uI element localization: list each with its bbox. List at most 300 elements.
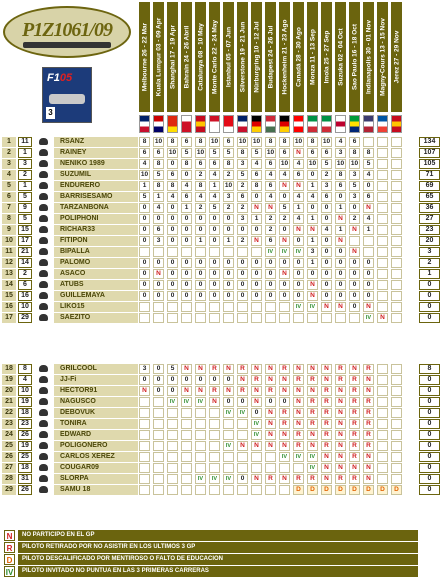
result-cell bbox=[321, 313, 332, 323]
result-cell: N bbox=[153, 269, 164, 279]
total-points: 0 bbox=[419, 291, 440, 301]
result-cell bbox=[195, 408, 206, 418]
result-cell: 0 bbox=[307, 269, 318, 279]
result-cell: 6 bbox=[265, 236, 276, 246]
result-cell: 4 bbox=[139, 159, 150, 169]
result-cell bbox=[153, 397, 164, 407]
car-number: 25 bbox=[18, 452, 32, 462]
driver-row bbox=[0, 247, 440, 257]
driver-row bbox=[0, 148, 440, 158]
helmet-icon bbox=[35, 181, 52, 191]
result-cell: 0 bbox=[223, 225, 234, 235]
result-cell: 1 bbox=[209, 181, 220, 191]
race-header bbox=[251, 2, 262, 112]
position: 12 bbox=[2, 258, 16, 268]
result-cell bbox=[195, 419, 206, 429]
result-cell: R bbox=[321, 408, 332, 418]
result-cell: N bbox=[195, 364, 206, 374]
result-cell bbox=[377, 452, 388, 462]
flag-icon bbox=[293, 115, 304, 133]
result-cell: 1 bbox=[307, 181, 318, 191]
position: 3 bbox=[2, 159, 16, 169]
helmet-icon bbox=[35, 192, 52, 202]
result-cell bbox=[195, 441, 206, 451]
result-cell: 0 bbox=[223, 280, 234, 290]
position: 28 bbox=[2, 474, 16, 484]
flag-icon bbox=[307, 115, 318, 133]
result-cell: 8 bbox=[335, 170, 346, 180]
result-cell: 0 bbox=[195, 291, 206, 301]
result-cell bbox=[293, 463, 304, 473]
result-cell: R bbox=[363, 441, 374, 451]
driver-row bbox=[0, 313, 440, 323]
result-cell bbox=[209, 485, 220, 495]
result-cell bbox=[265, 452, 276, 462]
result-cell: 4 bbox=[181, 181, 192, 191]
game-title: F105 bbox=[47, 72, 73, 84]
result-cell: N bbox=[307, 441, 318, 451]
result-cell: R bbox=[321, 386, 332, 396]
result-cell bbox=[391, 430, 402, 440]
result-cell: 3 bbox=[237, 159, 248, 169]
position: 1 bbox=[2, 137, 16, 147]
result-cell: 3 bbox=[223, 192, 234, 202]
result-cell: N bbox=[265, 364, 276, 374]
position: 10 bbox=[2, 236, 16, 246]
result-cell: R bbox=[237, 386, 248, 396]
car-number: 5 bbox=[18, 214, 32, 224]
result-cell bbox=[209, 247, 220, 257]
result-cell: 4 bbox=[167, 192, 178, 202]
result-cell: 8 bbox=[265, 137, 276, 147]
position: 29 bbox=[2, 485, 16, 495]
driver-name: BARRISESAMO bbox=[54, 192, 138, 202]
result-cell: 0 bbox=[349, 269, 360, 279]
result-cell bbox=[153, 474, 164, 484]
result-cell bbox=[377, 137, 388, 147]
total-points: 0 bbox=[419, 408, 440, 418]
result-cell bbox=[391, 214, 402, 224]
result-cell: 8 bbox=[181, 159, 192, 169]
result-cell: 4 bbox=[279, 170, 290, 180]
result-cell bbox=[391, 441, 402, 451]
legend-key: R bbox=[4, 542, 15, 553]
result-cell: 0 bbox=[223, 291, 234, 301]
result-cell: 8 bbox=[167, 181, 178, 191]
result-cell bbox=[335, 313, 346, 323]
result-cell: 0 bbox=[293, 280, 304, 290]
result-cell: IV bbox=[293, 247, 304, 257]
result-cell: 0 bbox=[251, 291, 262, 301]
result-cell bbox=[167, 408, 178, 418]
position: 18 bbox=[2, 364, 16, 374]
driver-name: FITIPON bbox=[54, 236, 138, 246]
driver-row bbox=[0, 192, 440, 202]
result-cell: N bbox=[195, 386, 206, 396]
race-name: Catalunya 08 - 10 May bbox=[197, 23, 204, 91]
driver-name: JJ-Fi bbox=[54, 375, 138, 385]
result-cell: N bbox=[293, 148, 304, 158]
result-cell bbox=[153, 485, 164, 495]
car-number: 21 bbox=[18, 247, 32, 257]
result-cell: N bbox=[293, 397, 304, 407]
legend-row bbox=[0, 542, 440, 553]
race-header bbox=[139, 2, 150, 112]
result-cell: 0 bbox=[153, 214, 164, 224]
result-cell: 0 bbox=[265, 258, 276, 268]
flag-icon bbox=[363, 115, 374, 133]
car-number: 8 bbox=[18, 364, 32, 374]
result-cell bbox=[377, 397, 388, 407]
result-cell: N bbox=[349, 225, 360, 235]
race-header bbox=[279, 2, 290, 112]
result-cell: R bbox=[321, 419, 332, 429]
driver-row bbox=[0, 441, 440, 451]
driver-name: NAGUSCO bbox=[54, 397, 138, 407]
result-cell: N bbox=[293, 408, 304, 418]
result-cell: 0 bbox=[195, 258, 206, 268]
result-cell: 5 bbox=[223, 148, 234, 158]
result-cell: N bbox=[265, 375, 276, 385]
result-cell: N bbox=[265, 408, 276, 418]
helmet-icon bbox=[35, 148, 52, 158]
result-cell: IV bbox=[251, 430, 262, 440]
result-cell bbox=[251, 313, 262, 323]
helmet-icon bbox=[35, 463, 52, 473]
flag-icon bbox=[321, 115, 332, 133]
result-cell: N bbox=[335, 430, 346, 440]
result-cell bbox=[153, 247, 164, 257]
legend-row bbox=[0, 554, 440, 565]
helmet-icon bbox=[35, 452, 52, 462]
result-cell: 0 bbox=[223, 375, 234, 385]
result-cell: 6 bbox=[335, 181, 346, 191]
result-cell: 4 bbox=[195, 192, 206, 202]
total-points: 0 bbox=[419, 375, 440, 385]
result-cell: R bbox=[307, 375, 318, 385]
total-points: 0 bbox=[419, 452, 440, 462]
helmet-icon bbox=[35, 408, 52, 418]
result-cell: 5 bbox=[363, 159, 374, 169]
logo-text: P1Z1061/09 bbox=[22, 19, 112, 41]
result-cell: 0 bbox=[335, 247, 346, 257]
result-cell bbox=[209, 313, 220, 323]
position: 16 bbox=[2, 302, 16, 312]
result-cell: 0 bbox=[139, 280, 150, 290]
result-cell bbox=[391, 148, 402, 158]
result-cell: 3 bbox=[335, 148, 346, 158]
result-cell bbox=[223, 463, 234, 473]
result-cell: 1 bbox=[307, 236, 318, 246]
result-cell bbox=[391, 302, 402, 312]
result-cell: 8 bbox=[251, 181, 262, 191]
result-cell: 3 bbox=[349, 170, 360, 180]
race-name: Magny-Cours 13 - 15 Nov bbox=[379, 18, 386, 96]
result-cell: 0 bbox=[251, 192, 262, 202]
car-number: 4 bbox=[18, 375, 32, 385]
result-cell: R bbox=[209, 364, 220, 374]
result-cell: 6 bbox=[153, 148, 164, 158]
result-cell: 4 bbox=[209, 170, 220, 180]
result-cell: 0 bbox=[321, 247, 332, 257]
driver-row bbox=[0, 375, 440, 385]
result-cell: N bbox=[279, 441, 290, 451]
flag-icon bbox=[265, 115, 276, 133]
result-cell: 0 bbox=[321, 269, 332, 279]
flag-icon bbox=[391, 115, 402, 133]
result-cell bbox=[153, 441, 164, 451]
result-cell: 10 bbox=[224, 182, 233, 189]
result-cell bbox=[139, 441, 150, 451]
result-cell: 3 bbox=[307, 247, 318, 257]
result-cell: 0 bbox=[209, 280, 220, 290]
result-cell bbox=[181, 430, 192, 440]
driver-name: COUGAR09 bbox=[54, 463, 138, 473]
result-cell: 0 bbox=[139, 214, 150, 224]
result-cell: R bbox=[209, 386, 220, 396]
result-cell: 3 bbox=[153, 236, 164, 246]
result-cell: N bbox=[279, 375, 290, 385]
result-cell: 10 bbox=[196, 149, 205, 156]
result-cell bbox=[265, 313, 276, 323]
race-name: Monza 11 - 13 Sep bbox=[309, 29, 316, 85]
result-cell: 10 bbox=[336, 160, 345, 167]
result-cell bbox=[377, 258, 388, 268]
car-number: 15 bbox=[18, 225, 32, 235]
race-header bbox=[391, 2, 402, 112]
result-cell bbox=[377, 170, 388, 180]
result-cell bbox=[391, 159, 402, 169]
game-cover bbox=[42, 67, 92, 123]
result-cell: 0 bbox=[153, 364, 164, 374]
driver-name: EDWARD bbox=[54, 430, 138, 440]
result-cell bbox=[167, 463, 178, 473]
result-cell: 6 bbox=[251, 170, 262, 180]
result-cell: 0 bbox=[181, 258, 192, 268]
result-cell: N bbox=[363, 386, 374, 396]
result-cell: 6 bbox=[321, 192, 332, 202]
position: 26 bbox=[2, 452, 16, 462]
result-cell: N bbox=[321, 375, 332, 385]
driver-row bbox=[0, 452, 440, 462]
championship-logo bbox=[3, 6, 131, 58]
race-header bbox=[195, 2, 206, 112]
driver-name: SAEZITO bbox=[54, 313, 138, 323]
result-cell: 6 bbox=[279, 148, 290, 158]
result-cell: 1 bbox=[251, 214, 262, 224]
result-cell bbox=[377, 214, 388, 224]
result-cell: 0 bbox=[223, 214, 234, 224]
result-cell: 8 bbox=[307, 137, 318, 147]
driver-name: GUILLEMAYA bbox=[54, 291, 138, 301]
result-cell: 2 bbox=[279, 214, 290, 224]
result-cell: IV bbox=[279, 247, 290, 257]
result-cell: 0 bbox=[363, 258, 374, 268]
result-cell: 5 bbox=[349, 181, 360, 191]
result-cell: 0 bbox=[237, 397, 248, 407]
legend-row bbox=[0, 566, 440, 577]
result-cell bbox=[279, 463, 290, 473]
position: 22 bbox=[2, 408, 16, 418]
result-cell: 0 bbox=[195, 225, 206, 235]
result-cell: 10 bbox=[280, 160, 289, 167]
result-cell: IV bbox=[363, 313, 374, 323]
result-cell: 0 bbox=[279, 291, 290, 301]
result-cell: 3 bbox=[139, 364, 150, 374]
result-cell bbox=[391, 181, 402, 191]
result-cell: 10 bbox=[322, 138, 331, 145]
result-cell: N bbox=[363, 452, 374, 462]
race-header bbox=[167, 2, 178, 112]
result-cell bbox=[377, 225, 388, 235]
position: 20 bbox=[2, 386, 16, 396]
result-cell: 10 bbox=[308, 160, 317, 167]
result-cell bbox=[363, 137, 374, 147]
result-cell: R bbox=[349, 474, 360, 484]
result-cell bbox=[377, 463, 388, 473]
result-cell: IV bbox=[167, 397, 178, 407]
car-number: 26 bbox=[18, 485, 32, 495]
flag-icon bbox=[377, 115, 388, 133]
result-cell: D bbox=[391, 485, 402, 495]
result-cell: N bbox=[349, 463, 360, 473]
result-cell: 0 bbox=[167, 203, 178, 213]
result-cell: 8 bbox=[349, 148, 360, 158]
result-cell: N bbox=[265, 430, 276, 440]
car-number: 16 bbox=[18, 291, 32, 301]
result-cell bbox=[237, 247, 248, 257]
result-cell: N bbox=[307, 280, 318, 290]
result-cell bbox=[209, 408, 220, 418]
result-cell: 0 bbox=[139, 203, 150, 213]
result-cell bbox=[251, 452, 262, 462]
helmet-icon bbox=[35, 474, 52, 484]
result-cell: N bbox=[279, 386, 290, 396]
result-cell: 6 bbox=[349, 137, 360, 147]
car-number: 5 bbox=[18, 192, 32, 202]
driver-name: CARLOS XEREZ bbox=[54, 452, 138, 462]
result-cell: R bbox=[335, 364, 346, 374]
result-cell: N bbox=[279, 430, 290, 440]
result-cell bbox=[237, 302, 248, 312]
result-cell: R bbox=[307, 419, 318, 429]
result-cell bbox=[279, 485, 290, 495]
result-cell: 1 bbox=[293, 203, 304, 213]
result-cell: 1 bbox=[307, 214, 318, 224]
race-name: Budapest 24 - 26 Jul bbox=[267, 25, 274, 89]
result-cell bbox=[265, 302, 276, 312]
position: 25 bbox=[2, 441, 16, 451]
result-cell: N bbox=[223, 386, 234, 396]
result-cell: 6 bbox=[265, 159, 276, 169]
result-cell: N bbox=[223, 364, 234, 374]
race-name: Canadá 28 - 30 Ago bbox=[295, 27, 302, 87]
result-cell bbox=[377, 474, 388, 484]
result-cell: N bbox=[363, 463, 374, 473]
race-header bbox=[153, 2, 164, 112]
result-cell bbox=[167, 247, 178, 257]
driver-name: RICHAR33 bbox=[54, 225, 138, 235]
result-cell: N bbox=[335, 386, 346, 396]
result-cell: 6 bbox=[153, 225, 164, 235]
helmet-icon bbox=[35, 236, 52, 246]
result-cell: 5 bbox=[167, 364, 178, 374]
result-cell bbox=[377, 419, 388, 429]
result-cell: N bbox=[265, 441, 276, 451]
result-cell: 6 bbox=[181, 192, 192, 202]
result-cell: D bbox=[377, 485, 388, 495]
driver-name: SLORPA bbox=[54, 474, 138, 484]
result-cell bbox=[391, 463, 402, 473]
flag-icon bbox=[251, 115, 262, 133]
helmet-icon bbox=[35, 214, 52, 224]
result-cell: 5 bbox=[209, 148, 220, 158]
result-cell: 2 bbox=[265, 214, 276, 224]
result-cell: 0 bbox=[349, 291, 360, 301]
result-cell bbox=[251, 302, 262, 312]
result-cell bbox=[223, 313, 234, 323]
race-header bbox=[293, 2, 304, 112]
result-cell: N bbox=[307, 225, 318, 235]
result-cell: 0 bbox=[195, 280, 206, 290]
result-cell: R bbox=[335, 375, 346, 385]
result-cell bbox=[139, 485, 150, 495]
result-cell bbox=[209, 452, 220, 462]
result-cell bbox=[209, 419, 220, 429]
result-cell: 2 bbox=[237, 236, 248, 246]
result-cell: R bbox=[349, 375, 360, 385]
driver-row bbox=[0, 170, 440, 180]
result-cell bbox=[377, 302, 388, 312]
result-cell: 0 bbox=[307, 203, 318, 213]
result-cell: N bbox=[251, 386, 262, 396]
driver-name: GRILCOOL bbox=[54, 364, 138, 374]
result-cell: R bbox=[321, 430, 332, 440]
result-cell bbox=[153, 313, 164, 323]
result-cell: R bbox=[237, 364, 248, 374]
result-cell bbox=[153, 302, 164, 312]
result-cell bbox=[377, 236, 388, 246]
result-cell: D bbox=[363, 485, 374, 495]
flag-icon bbox=[153, 115, 164, 133]
result-cell bbox=[391, 280, 402, 290]
result-cell bbox=[223, 302, 234, 312]
helmet-icon bbox=[35, 137, 52, 147]
result-cell: 0 bbox=[293, 269, 304, 279]
result-cell: 6 bbox=[293, 170, 304, 180]
driver-row bbox=[0, 397, 440, 407]
result-cell: 0 bbox=[153, 280, 164, 290]
driver-name: LIKO15 bbox=[54, 302, 138, 312]
result-cell bbox=[209, 441, 220, 451]
result-cell: N bbox=[307, 430, 318, 440]
result-cell: 4 bbox=[363, 170, 374, 180]
result-cell bbox=[251, 247, 262, 257]
car-number: 1 bbox=[18, 181, 32, 191]
result-cell: N bbox=[363, 474, 374, 484]
race-header bbox=[265, 2, 276, 112]
result-cell bbox=[391, 364, 402, 374]
result-cell bbox=[153, 452, 164, 462]
driver-name: TONIRA bbox=[54, 419, 138, 429]
result-cell: D bbox=[307, 485, 318, 495]
flag-icon bbox=[181, 115, 192, 133]
result-cell: 0 bbox=[139, 225, 150, 235]
result-cell bbox=[181, 463, 192, 473]
legend-row bbox=[0, 530, 440, 541]
result-cell: IV bbox=[251, 419, 262, 429]
result-cell bbox=[391, 203, 402, 213]
